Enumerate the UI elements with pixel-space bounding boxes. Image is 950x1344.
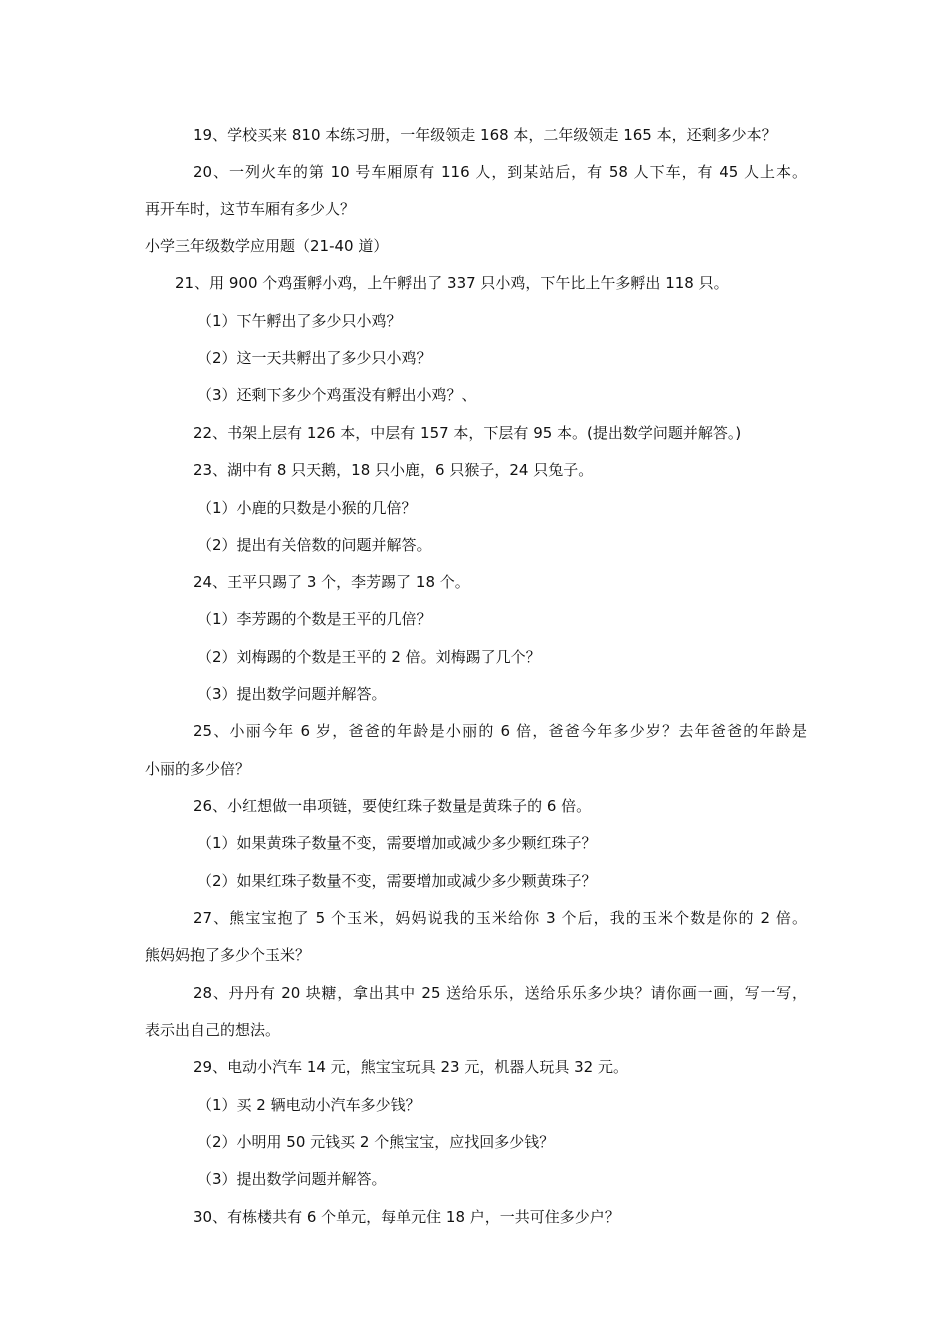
problem-23-q1: （1）小鹿的只数是小猴的几倍？ bbox=[197, 499, 417, 517]
problem-23: 23、湖中有 8 只天鹅，18 只小鹿，6 只猴子，24 只兔子。 bbox=[193, 461, 594, 479]
problem-28-cont: 表示出自己的想法。 bbox=[145, 1021, 281, 1039]
problem-29: 29、电动小汽车 14 元，熊宝宝玩具 23 元，机器人玩具 32 元。 bbox=[193, 1058, 628, 1076]
problem-25: 25、小丽今年 6 岁，爸爸的年龄是小丽的 6 倍，爸爸今年多少岁？去年爸爸的年龄是 bbox=[193, 722, 807, 740]
problem-20: 20、一列火车的第 10 号车厢原有 116 人，到某站后，有 58 人下车，有 45 人上本。 bbox=[193, 163, 807, 181]
problem-24: 24、王平只踢了 3 个，李芳踢了 18 个。 bbox=[193, 573, 470, 591]
problem-29-q1: （1）买 2 辆电动小汽车多少钱？ bbox=[197, 1096, 421, 1114]
problem-24-q2: （2）刘梅踢的个数是王平的 2 倍。刘梅踢了几个？ bbox=[197, 648, 541, 666]
problem-21: 21、用 900 个鸡蛋孵小鸡，上午孵出了 337 只小鸡，下午比上午多孵出 118 只。 bbox=[175, 274, 729, 292]
problem-29-q3: （3）提出数学问题并解答。 bbox=[197, 1170, 387, 1188]
problem-25-cont: 小丽的多少倍？ bbox=[145, 760, 251, 778]
problem-21-q1: （1）下午孵出了多少只小鸡？ bbox=[197, 312, 402, 330]
problem-24-q1: （1）李芳踢的个数是王平的几倍？ bbox=[197, 610, 432, 628]
problem-30: 30、有栋楼共有 6 个单元，每单元住 18 户，一共可住多少户？ bbox=[193, 1208, 620, 1226]
problem-19: 19、学校买来 810 本练习册，一年级领走 168 本，二年级领走 165 本，还剩多少本？ bbox=[193, 126, 777, 144]
problem-21-q3: （3）还剩下多少个鸡蛋没有孵出小鸡？、 bbox=[197, 386, 477, 404]
problem-24-q3: （3）提出数学问题并解答。 bbox=[197, 685, 387, 703]
problem-29-q2: （2）小明用 50 元钱买 2 个熊宝宝，应找回多少钱？ bbox=[197, 1133, 555, 1151]
problem-23-q2: （2）提出有关倍数的问题并解答。 bbox=[197, 536, 432, 554]
problem-26-q2: （2）如果红珠子数量不变，需要增加或减少多少颗黄珠子？ bbox=[197, 872, 597, 890]
section-heading: 小学三年级数学应用题（21-40 道） bbox=[145, 237, 389, 255]
problem-21-q2: （2）这一天共孵出了多少只小鸡？ bbox=[197, 349, 432, 367]
problem-22: 22、书架上层有 126 本，中层有 157 本，下层有 95 本。(提出数学问题并解答。) bbox=[193, 424, 742, 442]
problem-20-cont: 再开车时，这节车厢有多少人？ bbox=[145, 200, 356, 218]
problem-26: 26、小红想做一串项链，要使红珠子数量是黄珠子的 6 倍。 bbox=[193, 797, 592, 815]
problem-27: 27、熊宝宝抱了 5 个玉米，妈妈说我的玉米给你 3 个后，我的玉米个数是你的 2 倍。 bbox=[193, 909, 807, 927]
problem-27-cont: 熊妈妈抱了多少个玉米？ bbox=[145, 946, 311, 964]
problem-26-q1: （1）如果黄珠子数量不变，需要增加或减少多少颗红珠子？ bbox=[197, 834, 597, 852]
problem-28: 28、丹丹有 20 块糖，拿出其中 25 送给乐乐，送给乐乐多少块？请你画一画，写一写， bbox=[193, 984, 807, 1002]
